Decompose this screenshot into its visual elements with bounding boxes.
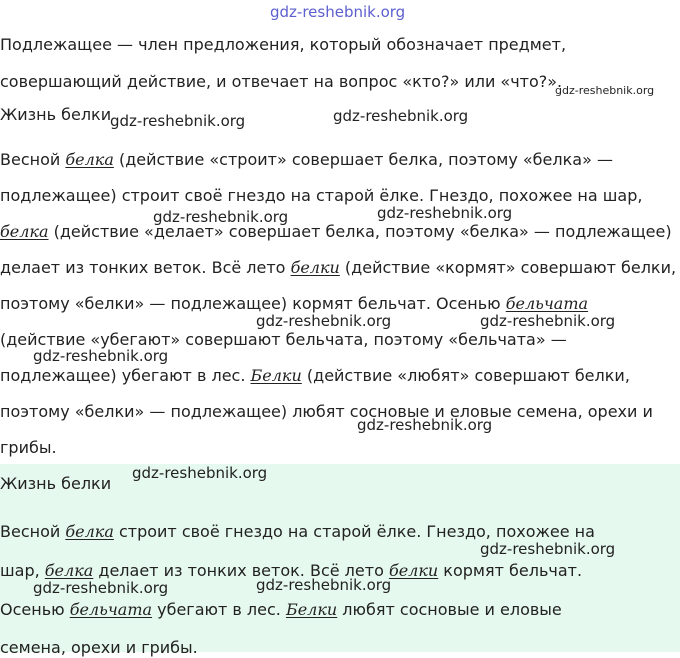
subject-word: белки (290, 258, 340, 277)
watermark: gdz-reshebnik.org (357, 416, 493, 434)
watermark: gdz-reshebnik.org (132, 464, 268, 482)
final-line-3: Осенью бельчата убегают в лес. Белки любят сосновые и еловые (0, 600, 562, 619)
watermark: gdz-reshebnik.org (333, 107, 469, 125)
watermark: gdz-reshebnik.org (270, 3, 406, 21)
analysis-line-5: поэтому «белки» — подлежащее) кормят бельчат. Осенью бельчата (0, 294, 589, 313)
analysis-line-1: Весной белка (действие «строит» совершает белка, поэтому «белка» — (0, 150, 613, 169)
watermark: gdz-reshebnik.org (480, 312, 616, 330)
final-line-2: шар, белка делает из тонких веток. Всё лето белки кормят бельчат. (0, 561, 583, 580)
analysis-line-2: подлежащее) строит своё гнездо на старой ёлке. Гнездо, похожее на шар, (0, 186, 643, 205)
final-line-4: семена, орехи и грибы. (0, 638, 198, 657)
subject-word: бельчата (505, 294, 589, 313)
watermark: gdz-reshebnik.org (480, 540, 616, 558)
definition-line-1: Подлежащее — член предложения, который обозначает предмет, (0, 35, 567, 54)
analysis-line-3: белка (действие «делает» совершает белка, поэтому «белка» — подлежащее) (0, 222, 672, 241)
analysis-line-6: (действие «убегают» совершают бельчата, поэтому «бельчата» — (0, 330, 567, 349)
watermark: gdz-reshebnik.org (153, 208, 289, 226)
watermark: gdz-reshebnik.org (256, 312, 392, 330)
subject-word: белка (65, 522, 114, 541)
watermark: gdz-reshebnik.org (256, 576, 392, 594)
watermark: gdz-reshebnik.org (33, 579, 169, 597)
subject-word: белка (44, 561, 94, 580)
watermark: gdz-reshebnik.org (377, 204, 513, 222)
watermark: gdz-reshebnik.org (555, 84, 655, 97)
analysis-line-4: делает из тонких веток. Всё лето белки (действие «кормят» совершают белки, (0, 258, 677, 277)
watermark: gdz-reshebnik.org (33, 347, 169, 365)
definition-line-2: совершающий действие, и отвечает на вопрос «кто?» или «что?». (0, 72, 563, 91)
subject-word: Белки (250, 366, 302, 385)
analysis-line-7: подлежащее) убегают в лес. Белки (действие «любят» совершают белки, (0, 366, 630, 385)
final-line-1: Весной белка строит своё гнездо на старой ёлке. Гнездо, похожее на (0, 522, 595, 541)
subject-word: Белки (285, 600, 338, 619)
final-title: Жизнь белки (0, 474, 112, 493)
analysis-line-9: грибы. (0, 438, 57, 457)
watermark: gdz-reshebnik.org (110, 112, 246, 130)
analysis-line-8: поэтому «белки» — подлежащее) любят сосновые и еловые семена, орехи и (0, 402, 653, 421)
subject-word: белка (65, 150, 114, 169)
subject-word: белка (0, 222, 49, 241)
subject-word: бельчата (69, 600, 153, 619)
analysis-title: Жизнь белки (0, 105, 112, 124)
subject-word: белки (388, 561, 439, 580)
